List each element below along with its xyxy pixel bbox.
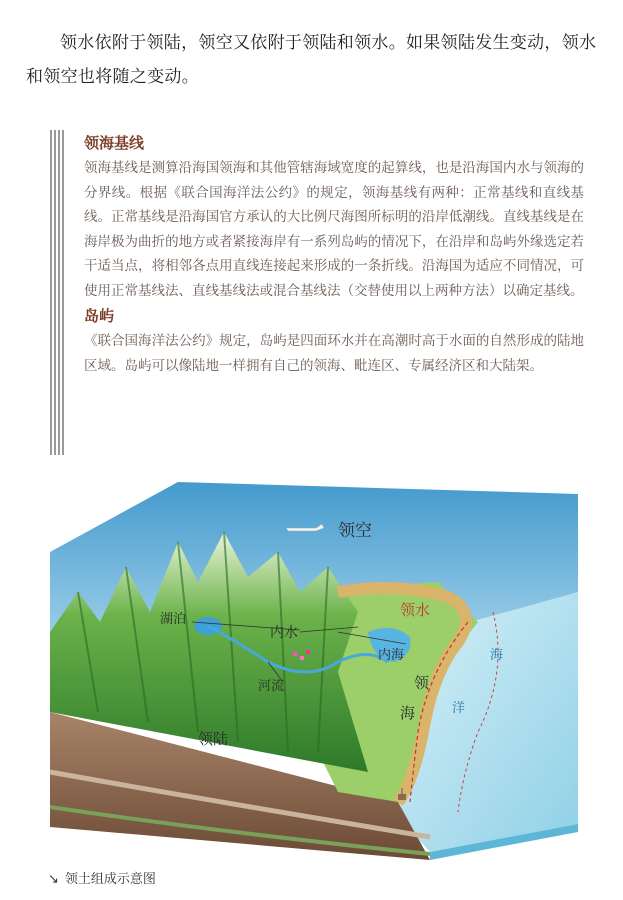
heading-baseline: 领海基线	[84, 134, 145, 152]
label-territorial-sea-2: 海	[400, 704, 416, 722]
paragraph-island: 《联合国海洋法公约》规定，岛屿是四面环水并在高潮时高于水面的自然形成的陆地区域。岛屿可以像陆地一样拥有自己的领海、毗连区、专属经济区和大陆架。	[84, 333, 584, 374]
label-ocean-2: 洋	[452, 701, 466, 716]
heading-island: 岛屿	[84, 307, 115, 325]
label-land: 领陆	[198, 730, 229, 748]
territory-diagram-svg	[38, 472, 598, 862]
label-inner-sea: 内海	[378, 648, 405, 663]
label-ocean-1: 海	[490, 648, 504, 663]
label-river: 河流	[258, 679, 285, 694]
label-territorial-sea-1: 领	[414, 674, 430, 692]
intro-paragraph: 领水依附于领陆，领空又依附于领陆和领水。如果领陆发生变动，领水和领空也将随之变动。	[26, 33, 597, 87]
label-territorial-water: 领水	[400, 601, 431, 619]
caption-text: 领土组成示意图	[64, 872, 156, 887]
paragraph-baseline: 领海基线是测算沿海国领海和其他管辖海域宽度的起算线，也是沿海国内水与领海的分界线。根据《联合国海洋法公约》的规定，领海基线有两种：正常基线和直线基线。正常基线是沿海国官方承认的大比例尺海图所标明的沿岸低潮线。直线基线是在海岸极为曲折的地方或者紧接海岸有一系列岛屿的情况下，在沿岸和岛屿外缘选定若干适当点，将相邻各点用直线连接起来形成的一条折线。沿海国为适应不同情况，可使用正常基线法、直线基线法或混合基线法（交替使用以上两种方法）以确定基线。	[84, 160, 584, 299]
sidebar-box-content	[84, 130, 584, 378]
figure-caption	[48, 868, 156, 887]
territory-illustration	[38, 472, 598, 862]
label-lake: 湖泊	[160, 612, 187, 627]
label-internal-water: 内水	[270, 625, 298, 641]
arrow-down-right-icon: ↘	[48, 872, 59, 887]
sidebar-box	[58, 130, 588, 455]
decorative-side-bars	[50, 130, 64, 455]
label-airspace: 领空	[338, 521, 372, 541]
